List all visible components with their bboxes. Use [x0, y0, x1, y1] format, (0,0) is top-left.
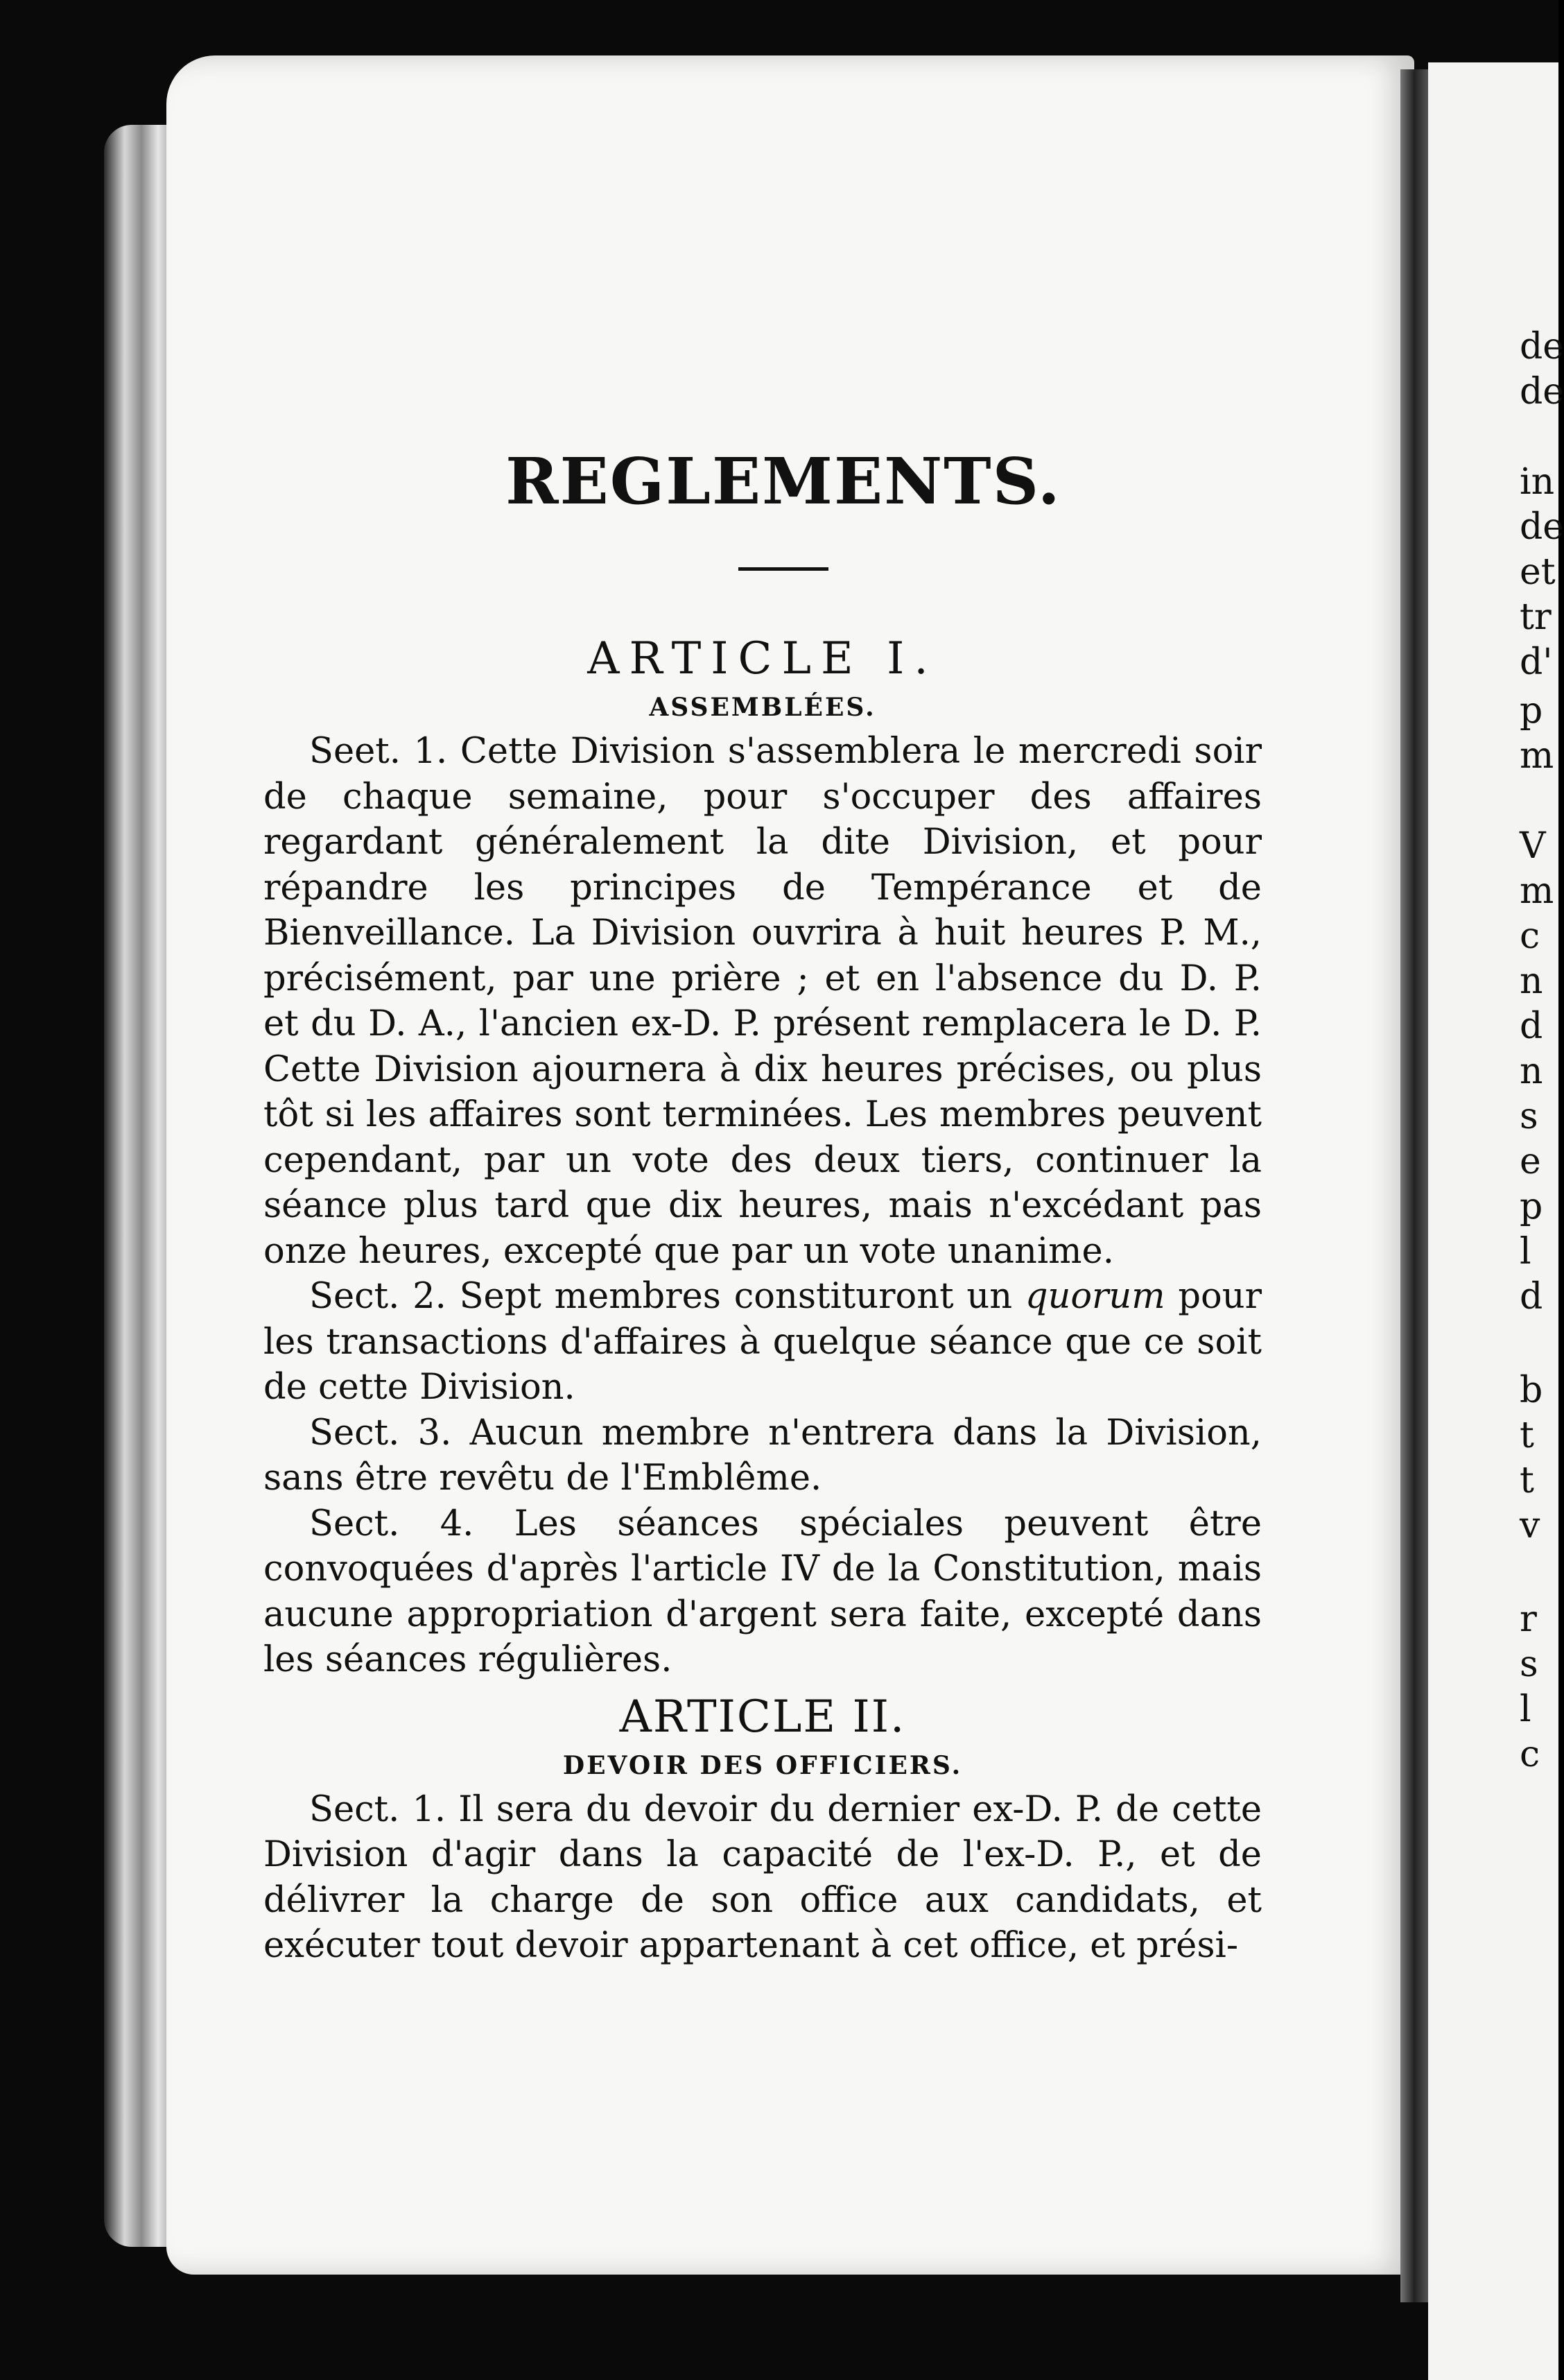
- facing-page-fragment: m: [1520, 870, 1554, 912]
- section-text: pour les transactions d'affaires à quelque séance que ce soit de cette Division.: [263, 1276, 1262, 1408]
- article-subheading: ASSEMBLÉES.: [649, 693, 876, 722]
- section-label: Seet. 1.: [309, 731, 448, 772]
- section-text: Aucun membre n'entrera dans la Division, sans être revêtu de l'Emblême.: [263, 1412, 1262, 1499]
- section-paragraph: [263, 1501, 1262, 1683]
- facing-page-fragment: t: [1520, 1415, 1534, 1456]
- facing-page-fragment: c: [1520, 915, 1540, 957]
- facing-page-fragment: s: [1520, 1644, 1538, 1685]
- facing-page-fragment: d: [1520, 1006, 1543, 1047]
- facing-page-fragment: n: [1520, 1051, 1543, 1092]
- section-paragraph: [263, 1787, 1262, 1969]
- facing-page-fragment: et: [1520, 551, 1556, 593]
- article-subheading: DEVOIR DES OFFICIERS.: [562, 1750, 963, 1780]
- facing-page-fragment: de: [1520, 371, 1564, 413]
- section-text: Les séances spéciales peuvent être convoquées d'après l'article IV de la Constitution, mais aucune appropriation d'argent sera faite, excepté dans les séances régulières.: [263, 1503, 1262, 1680]
- facing-page-fragment: r: [1520, 1598, 1537, 1640]
- section-paragraph: [263, 1274, 1262, 1411]
- facing-page-fragment: l: [1520, 1231, 1531, 1273]
- facing-page-fragment: de: [1520, 506, 1564, 548]
- facing-page-fragment: t: [1520, 1460, 1534, 1501]
- facing-page-fragment: n: [1520, 960, 1543, 1002]
- section-label: Sect. 2.: [309, 1276, 446, 1317]
- facing-page-fragment: de: [1520, 326, 1564, 368]
- section-text: Sept membres constituront un: [459, 1276, 1013, 1317]
- facing-page-fragment: d': [1520, 641, 1553, 683]
- book-gutter: [1400, 69, 1428, 2302]
- page-content: [263, 444, 1262, 1969]
- facing-page-fragment: e: [1520, 1141, 1541, 1182]
- section-paragraph: [263, 729, 1262, 1274]
- section-text: Cette Division s'assemblera le mercredi soir de chaque semaine, pour s'occuper des affaires regardant généralement la dite Division, et pour répandre les principes de Tempérance et de Bienveillance. La Division ouvrira à huit heures P. M., précisément, par une prière ; et en l'absence du D. P. et du D. A., l'ancien ex-D. P. présent remplacera le D. P. Cette Division ajournera à dix heures précises, ou plus tôt si les affaires sont terminées. Les membres peuvent cependant, par un vote des deux tiers, continuer la séance plus tard que dix heures, mais n'excédant pas onze heures, excepté que par un vote unanime.: [263, 731, 1262, 1272]
- facing-page-fragment: v: [1520, 1505, 1540, 1546]
- facing-page-fragment: d: [1520, 1276, 1543, 1318]
- facing-page-fragment: p: [1520, 1186, 1543, 1227]
- section-text: Il sera du devoir du dernier ex-D. P. de cette Division d'agir dans la capacité de l'ex-D. P., et de délivrer la charge de son office aux candidats, et exécuter tout devoir appartenant à cet office, et prési-: [263, 1788, 1262, 1966]
- section-emphasis: quorum: [1025, 1276, 1165, 1317]
- article-heading: ARTICLE I.: [587, 633, 938, 684]
- section-label: Sect. 3.: [309, 1412, 452, 1454]
- facing-page-fragment: b: [1520, 1370, 1543, 1411]
- facing-page-fragment: s: [1520, 1096, 1538, 1137]
- page-title: REGLEMENTS.: [505, 444, 1061, 519]
- article-heading: ARTICLE II.: [619, 1691, 906, 1743]
- section-label: Sect. 1.: [309, 1788, 446, 1830]
- facing-page-fragment: l: [1520, 1689, 1531, 1730]
- facing-page-fragment: c: [1520, 1734, 1540, 1775]
- facing-page-fragment: tr: [1520, 596, 1552, 638]
- facing-page-fragment: m: [1520, 735, 1554, 777]
- facing-page-fragment: in: [1520, 461, 1555, 503]
- facing-page-fragment: V: [1520, 825, 1546, 867]
- section-label: Sect. 4.: [309, 1503, 474, 1544]
- title-rule: [738, 567, 828, 571]
- section-paragraph: [263, 1411, 1262, 1501]
- facing-page-fragment: p: [1520, 690, 1543, 732]
